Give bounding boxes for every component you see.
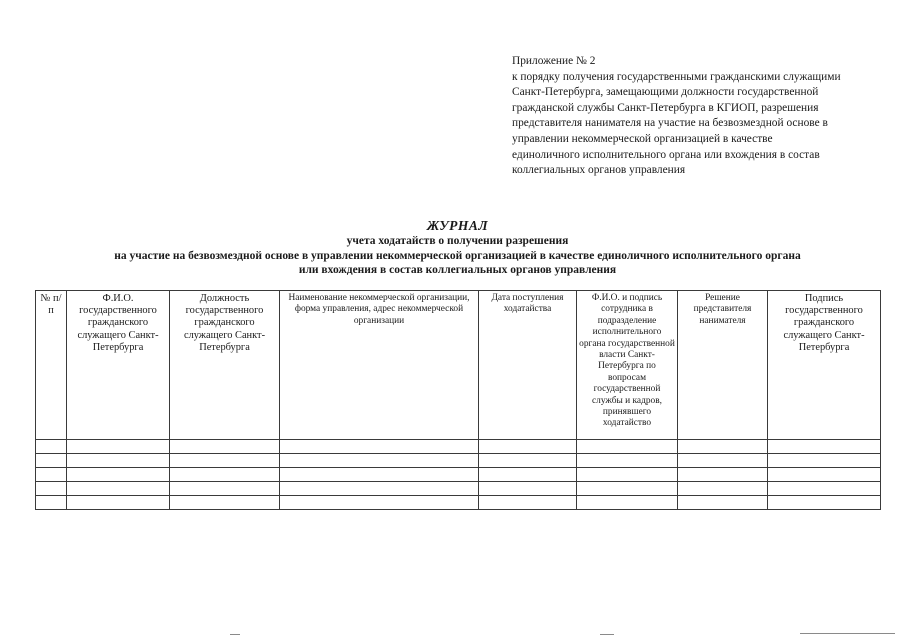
table-cell (280, 496, 479, 510)
table-row (36, 468, 881, 482)
table-cell (280, 482, 479, 496)
table-cell (280, 440, 479, 454)
table-cell (768, 454, 881, 468)
table-cell (768, 468, 881, 482)
table-cell (479, 482, 577, 496)
table-cell (577, 468, 678, 482)
table-row (36, 440, 881, 454)
table-row (36, 454, 881, 468)
header-full-name: Ф.И.О. государственного гражданского служащего Санкт-Петербурга (67, 291, 170, 440)
table-cell (479, 454, 577, 468)
table-cell (36, 496, 67, 510)
table-cell (479, 468, 577, 482)
table-cell (768, 440, 881, 454)
scan-speck (230, 634, 240, 635)
journal-title: ЖУРНАЛ (426, 218, 489, 233)
header-receiver: Ф.И.О. и подпись сотрудника в подразделение исполнительного органа государственной власти Санкт-Петербурга по вопросам государственной службы и кадров, принявшего ходатайство (577, 291, 678, 440)
appendix-block (512, 54, 842, 179)
table-cell (36, 468, 67, 482)
scan-speck (800, 633, 895, 634)
table-row (36, 496, 881, 510)
table-cell (768, 496, 881, 510)
table-cell (577, 454, 678, 468)
journal-subtitle-line-3: или вхождения в состав коллегиальных органов управления (298, 264, 617, 276)
table-body (36, 440, 881, 510)
table-cell (67, 482, 170, 496)
table-cell (479, 440, 577, 454)
header-organization: Наименование некоммерческой организации, форма управления, адрес некоммерческой организации (280, 291, 479, 440)
scan-speck (600, 634, 614, 635)
table-cell (678, 468, 768, 482)
table-cell (170, 454, 280, 468)
journal-heading (20, 218, 895, 278)
table-cell (36, 454, 67, 468)
header-position: Должность государственного гражданского служащего Санкт-Петербурга (170, 291, 280, 440)
table-cell (577, 496, 678, 510)
table-cell (479, 496, 577, 510)
table-cell (678, 454, 768, 468)
table-cell (678, 496, 768, 510)
table-cell (678, 440, 768, 454)
table-cell (170, 440, 280, 454)
table-cell (678, 482, 768, 496)
table-cell (36, 440, 67, 454)
table-cell (67, 496, 170, 510)
table-cell (170, 468, 280, 482)
table-cell (768, 482, 881, 496)
journal-subtitle-line-2: на участие на безвозмездной основе в управлении некоммерческой организацией в качестве единоличного исполнительного органа (114, 249, 801, 262)
table-cell (280, 454, 479, 468)
header-number: № п/п (36, 291, 67, 440)
table-cell (280, 468, 479, 482)
table-cell (67, 440, 170, 454)
table-cell (577, 482, 678, 496)
table-cell (36, 482, 67, 496)
table-header-row (36, 291, 881, 440)
header-date: Дата поступления ходатайства (479, 291, 577, 440)
appendix-text: к порядку получения государственными гражданскими служащими Санкт-Петербурга, замещающими должности государственной гражданской службы Санкт-Петербурга в КГИОП, разрешения представителя нанимателя на участие на безвозмездной основе в управлении некоммерческой организацией в качестве единоличного исполнительного органа или вхождения в состав коллегиальных органов управления (512, 70, 841, 177)
table-row (36, 482, 881, 496)
table-cell (67, 468, 170, 482)
journal-subtitle-line-1: учета ходатайств о получении разрешения (346, 235, 569, 247)
table-cell (577, 440, 678, 454)
table-cell (170, 496, 280, 510)
journal-table (35, 290, 881, 510)
table-cell (67, 454, 170, 468)
header-decision: Решение представителя нанимателя (678, 291, 768, 440)
appendix-title: Приложение № 2 (512, 55, 596, 67)
table-cell (170, 482, 280, 496)
header-signature: Подпись государственного гражданского служащего Санкт-Петербурга (768, 291, 881, 440)
